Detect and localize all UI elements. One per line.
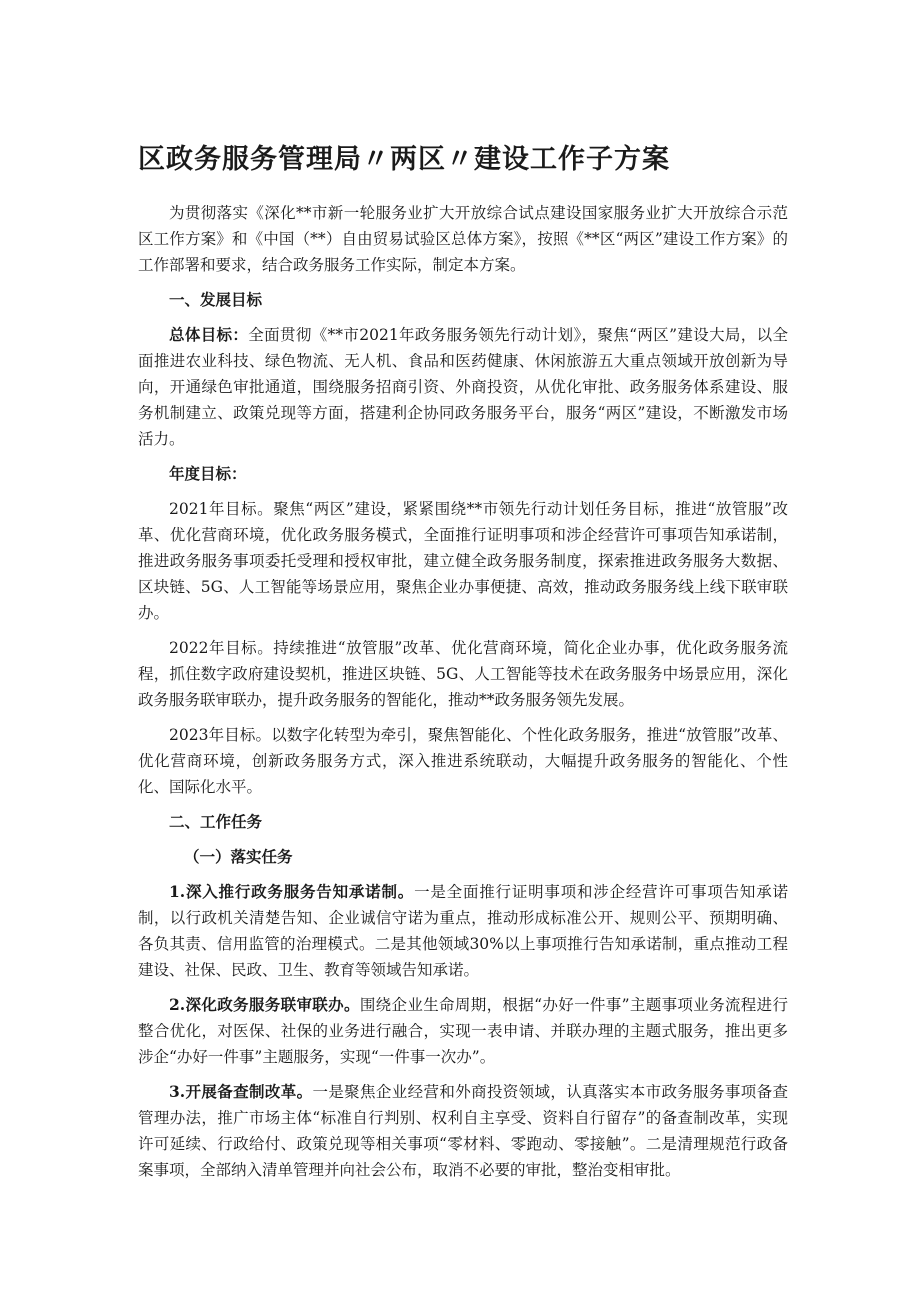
task-item-1-text: 一是全面推行证明事项和涉企经营许可事项告知承诺制，以行政机关清楚告知、企业诚信守诺为重点，推动形成标准公开、规则公平、预期明确、各负其责、信用监管的治理模式。二是其他领域30%以上事项推行告知承诺制，重点推动工程建设、社保、民政、卫生、教育等领域告知承诺。 — [138, 883, 788, 979]
subsection1-heading: （一）落实任务 — [184, 847, 293, 866]
overall-goal-text: 全面贯彻《**市2021年政务服务领先行动计划》，聚焦“两区”建设大局，以全面推进农业科技、绿色物流、无人机、食品和医药健康、休闲旅游五大重点领域开放创新为导向，开通绿色审批通道，围绕服务招商引资、外商投资，从优化审批、政务服务体系建设、服务机制建立、政策兑现等方面，搭建利企协同政务服务平台，服务“两区”建设，不断激发市场活力。 — [138, 326, 788, 448]
task-item-1 — [138, 879, 788, 983]
document-title: 区政务服务管理局〃两区〃建设工作子方案 — [138, 144, 670, 175]
intro-paragraph: 为贯彻落实《深化**市新一轮服务业扩大开放综合试点建设国家服务业扩大开放综合示范区工作方案》和《中国（**）自由贸易试验区总体方案》，按照《**区“两区”建设工作方案》的工作部署和要求，结合政务服务工作实际，制定本方案。 — [138, 204, 788, 274]
annual-goal-heading: 年度目标： — [169, 464, 247, 483]
section1-heading: 一、发展目标 — [169, 290, 263, 309]
task-item-1-label: 1.深入推行政务服务告知承诺制。 — [169, 882, 415, 901]
goal-2021-paragraph: 2021年目标。聚焦“两区”建设，紧紧围绕**市领先行动计划任务目标，推进“放管服”改革、优化营商环境，优化政务服务模式，全面推行证明事项和涉企经营许可事项告知承诺制，推进政务服务事项委托受理和授权审批，建立健全政务服务制度，探索推进政务服务大数据、区块链、5G、人工智能等场景应用，聚焦企业办事便捷、高效，推动政务服务线上线下联审联办。 — [138, 500, 788, 622]
goal-2022-paragraph: 2022年目标。持续推进“放管服”改革、优化营商环境，简化企业办事，优化政务服务流程，抓住数字政府建设契机，推进区块链、5G、人工智能等技术在政务服务中场景应用，深化政务服务联审联办，提升政务服务的智能化，推动**政务服务领先发展。 — [138, 639, 788, 709]
task-item-3 — [138, 1079, 788, 1183]
overall-goal-paragraph — [138, 322, 788, 452]
task-item-3-text: 一是聚焦企业经营和外商投资领域，认真落实本市政务服务事项备查管理办法，推广市场主体“标准自行判别、权利自主享受、资料自行留存”的备查制改革，实现许可延续、行政给付、政策兑现等相关事项“零材料、零跑动、零接触”。二是清理规范行政备案事项，全部纳入清单管理并向社会公布，取消不必要的审批，整治变相审批。 — [138, 1083, 788, 1179]
task-item-2-text: 围绕企业生命周期，根据“办好一件事”主题事项业务流程进行整合优化，对医保、社保的业务进行融合，实现一表申请、并联办理的主题式服务，推出更多涉企“办好一件事”主题服务，实现“一件事一次办”。 — [138, 996, 788, 1066]
document-page — [138, 140, 788, 1192]
section2-heading: 二、工作任务 — [169, 812, 263, 831]
task-item-2-label: 2.深化政务服务联审联办。 — [169, 995, 360, 1014]
task-item-3-label: 3.开展备查制改革。 — [169, 1082, 313, 1101]
goal-2023-paragraph: 2023年目标。以数字化转型为牵引，聚焦智能化、个性化政务服务，推进“放管服”改革、优化营商环境，创新政务服务方式，深入推进系统联动，大幅提升政务服务的智能化、个性化、国际化水平。 — [138, 726, 788, 796]
overall-goal-label: 总体目标： — [169, 325, 249, 344]
task-item-2 — [138, 992, 788, 1070]
